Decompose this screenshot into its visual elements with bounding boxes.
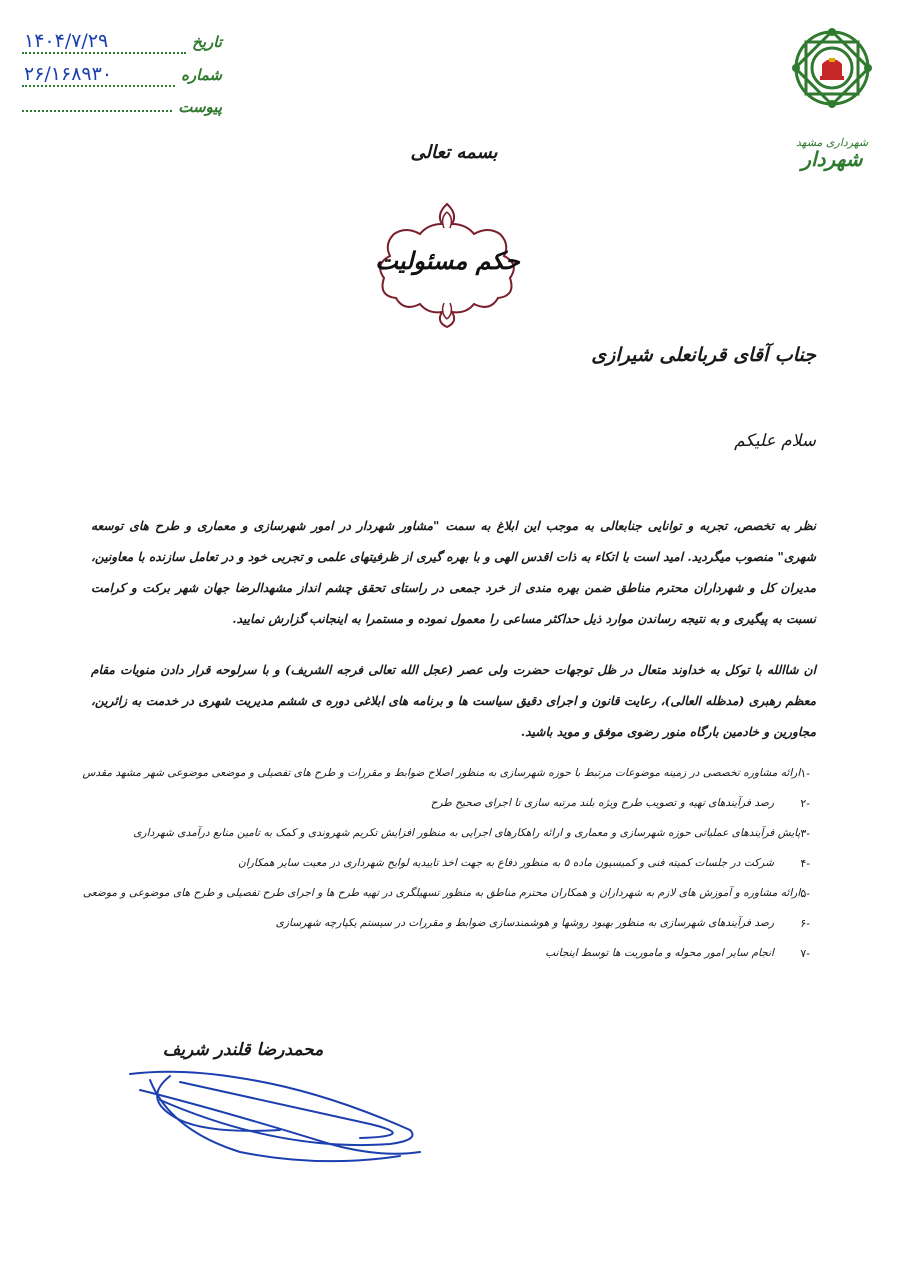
list-item xyxy=(133,818,810,848)
item-number: -۷ xyxy=(800,946,810,960)
attachment-label: پیوست xyxy=(178,98,222,116)
number-row xyxy=(22,63,222,96)
item-text: رصد فرآیندهای شهرسازی به منظور بهبود روشها و هوشمندسازی ضوابط و مقررات در سیستم یکپارچه شهرسازی xyxy=(275,917,774,929)
handwritten-signature-icon xyxy=(120,1060,440,1170)
body-paragraph-2: ان شاالله با توکل به خداوند متعال در ظل توجهات حضرت ولی عصر (عجل الله تعالی فرجه الشریف) و با سرلوحه قرار دادن منویات مقام معظم رهبری (مدظله العالی)، رعایت قانون و اجرای دقیق سیاست ها و برنامه های ابلاغی دوره ی ششم مدیریت شهری در خدمت به زائرین، مجاورین و خادمین بارگاه منور رضوی موفق و موید باشید. xyxy=(91,663,816,739)
item-number: -۴ xyxy=(800,856,810,870)
logo-org-big: شهردار xyxy=(801,147,863,171)
list-item xyxy=(210,788,810,818)
letter-metadata xyxy=(22,30,222,129)
date-value: ۱۴۰۴/۷/۲۹ xyxy=(22,30,186,54)
item-text: ارائه مشاوره تخصصی در زمینه موضوعات مرتبط با حوزه شهرسازی به منظور اصلاح ضوابط و مقررات و طرح های تفصیلی و موضعی موضوعی شهر مشهد مقدس xyxy=(82,767,801,779)
item-text: رصد فرآیندهای تهیه و تصویب طرح ویژه بلند مرتبه سازی تا اجرای صحیح طرح xyxy=(430,797,774,809)
list-item xyxy=(82,758,810,788)
item-text: پایش فرآیندهای عملیاتی حوزه شهرسازی و معماری و ارائه راهکارهای اجرایی به منظور افزایش تکریم شهروندی و کمک به تامین منابع درآمدی شهرداری xyxy=(133,827,801,839)
list-item xyxy=(210,938,810,968)
item-text: شرکت در جلسات کمیته فنی و کمیسیون ماده ۵ به منظور دفاع به جهت اخذ تاییدیه لوایح شهرداری در معیت سایر همکاران xyxy=(238,857,774,869)
list-item xyxy=(210,908,810,938)
list-item xyxy=(210,848,810,878)
number-label: شماره xyxy=(181,66,222,84)
attachment-value xyxy=(22,96,172,112)
item-number: -۱ xyxy=(800,766,810,780)
date-label: تاریخ xyxy=(192,33,222,51)
logo-emblem-icon xyxy=(786,28,878,128)
document-title: حکم مسئولیت xyxy=(375,246,520,275)
item-number: -۳ xyxy=(800,826,810,840)
signature-block xyxy=(118,1040,368,1060)
municipality-logo xyxy=(786,28,878,188)
item-number: -۲ xyxy=(800,796,810,810)
item-text: انجام سایر امور محوله و ماموریت ها توسط اینجانب xyxy=(545,947,774,959)
title-frame xyxy=(370,200,525,330)
list-item xyxy=(82,878,810,908)
salutation: سلام علیکم xyxy=(734,431,816,451)
item-number: -۵ xyxy=(800,886,810,900)
number-value: ۲۶/۱۶۸۹۳۰ xyxy=(22,63,175,87)
logo-org-small: شهرداری مشهد xyxy=(795,136,869,149)
duties-list xyxy=(82,758,810,968)
attachment-row xyxy=(22,96,222,129)
invocation: بسمه تعالی xyxy=(410,142,498,163)
item-text: ارائه مشاوره و آموزش های لازم به شهرداران و همکاران محترم مناطق به منظور تسهیلگری در تهیه طرح ها و اجرای طرح تفصیلی و طرح های موضوعی و موضعی xyxy=(82,887,801,899)
date-row xyxy=(22,30,222,63)
item-number: -۶ xyxy=(800,916,810,930)
signatory-name: محمدرضا قلندر شریف xyxy=(162,1040,324,1060)
body-paragraph-1: نظر به تخصص، تجربه و توانایی جنابعالی به موجب این ابلاغ به سمت "مشاور شهردار در امور شهرسازی و معماری و طرح های توسعه شهری" منصوب میگردید. امید است با اتکاء به ذات اقدس الهی و با بهره گیری از ظرفیتهای علمی و تجربی خود و در تعامل سازنده با معاونین، مدیران کل و شهرداران محترم مناطق ضمن بهره مندی از خرد جمعی در راستای تحقق چشم انداز مشهدالرضا جهان شهر برکت و کرامت نسبت به پیگیری و به نتیجه رساندن موارد ذیل حداکثر مساعی را معمول نموده و مستمرا به اینجانب گزارش نمایید. xyxy=(91,519,816,626)
recipient: جناب آقای قربانعلی شیرازی xyxy=(591,344,816,366)
